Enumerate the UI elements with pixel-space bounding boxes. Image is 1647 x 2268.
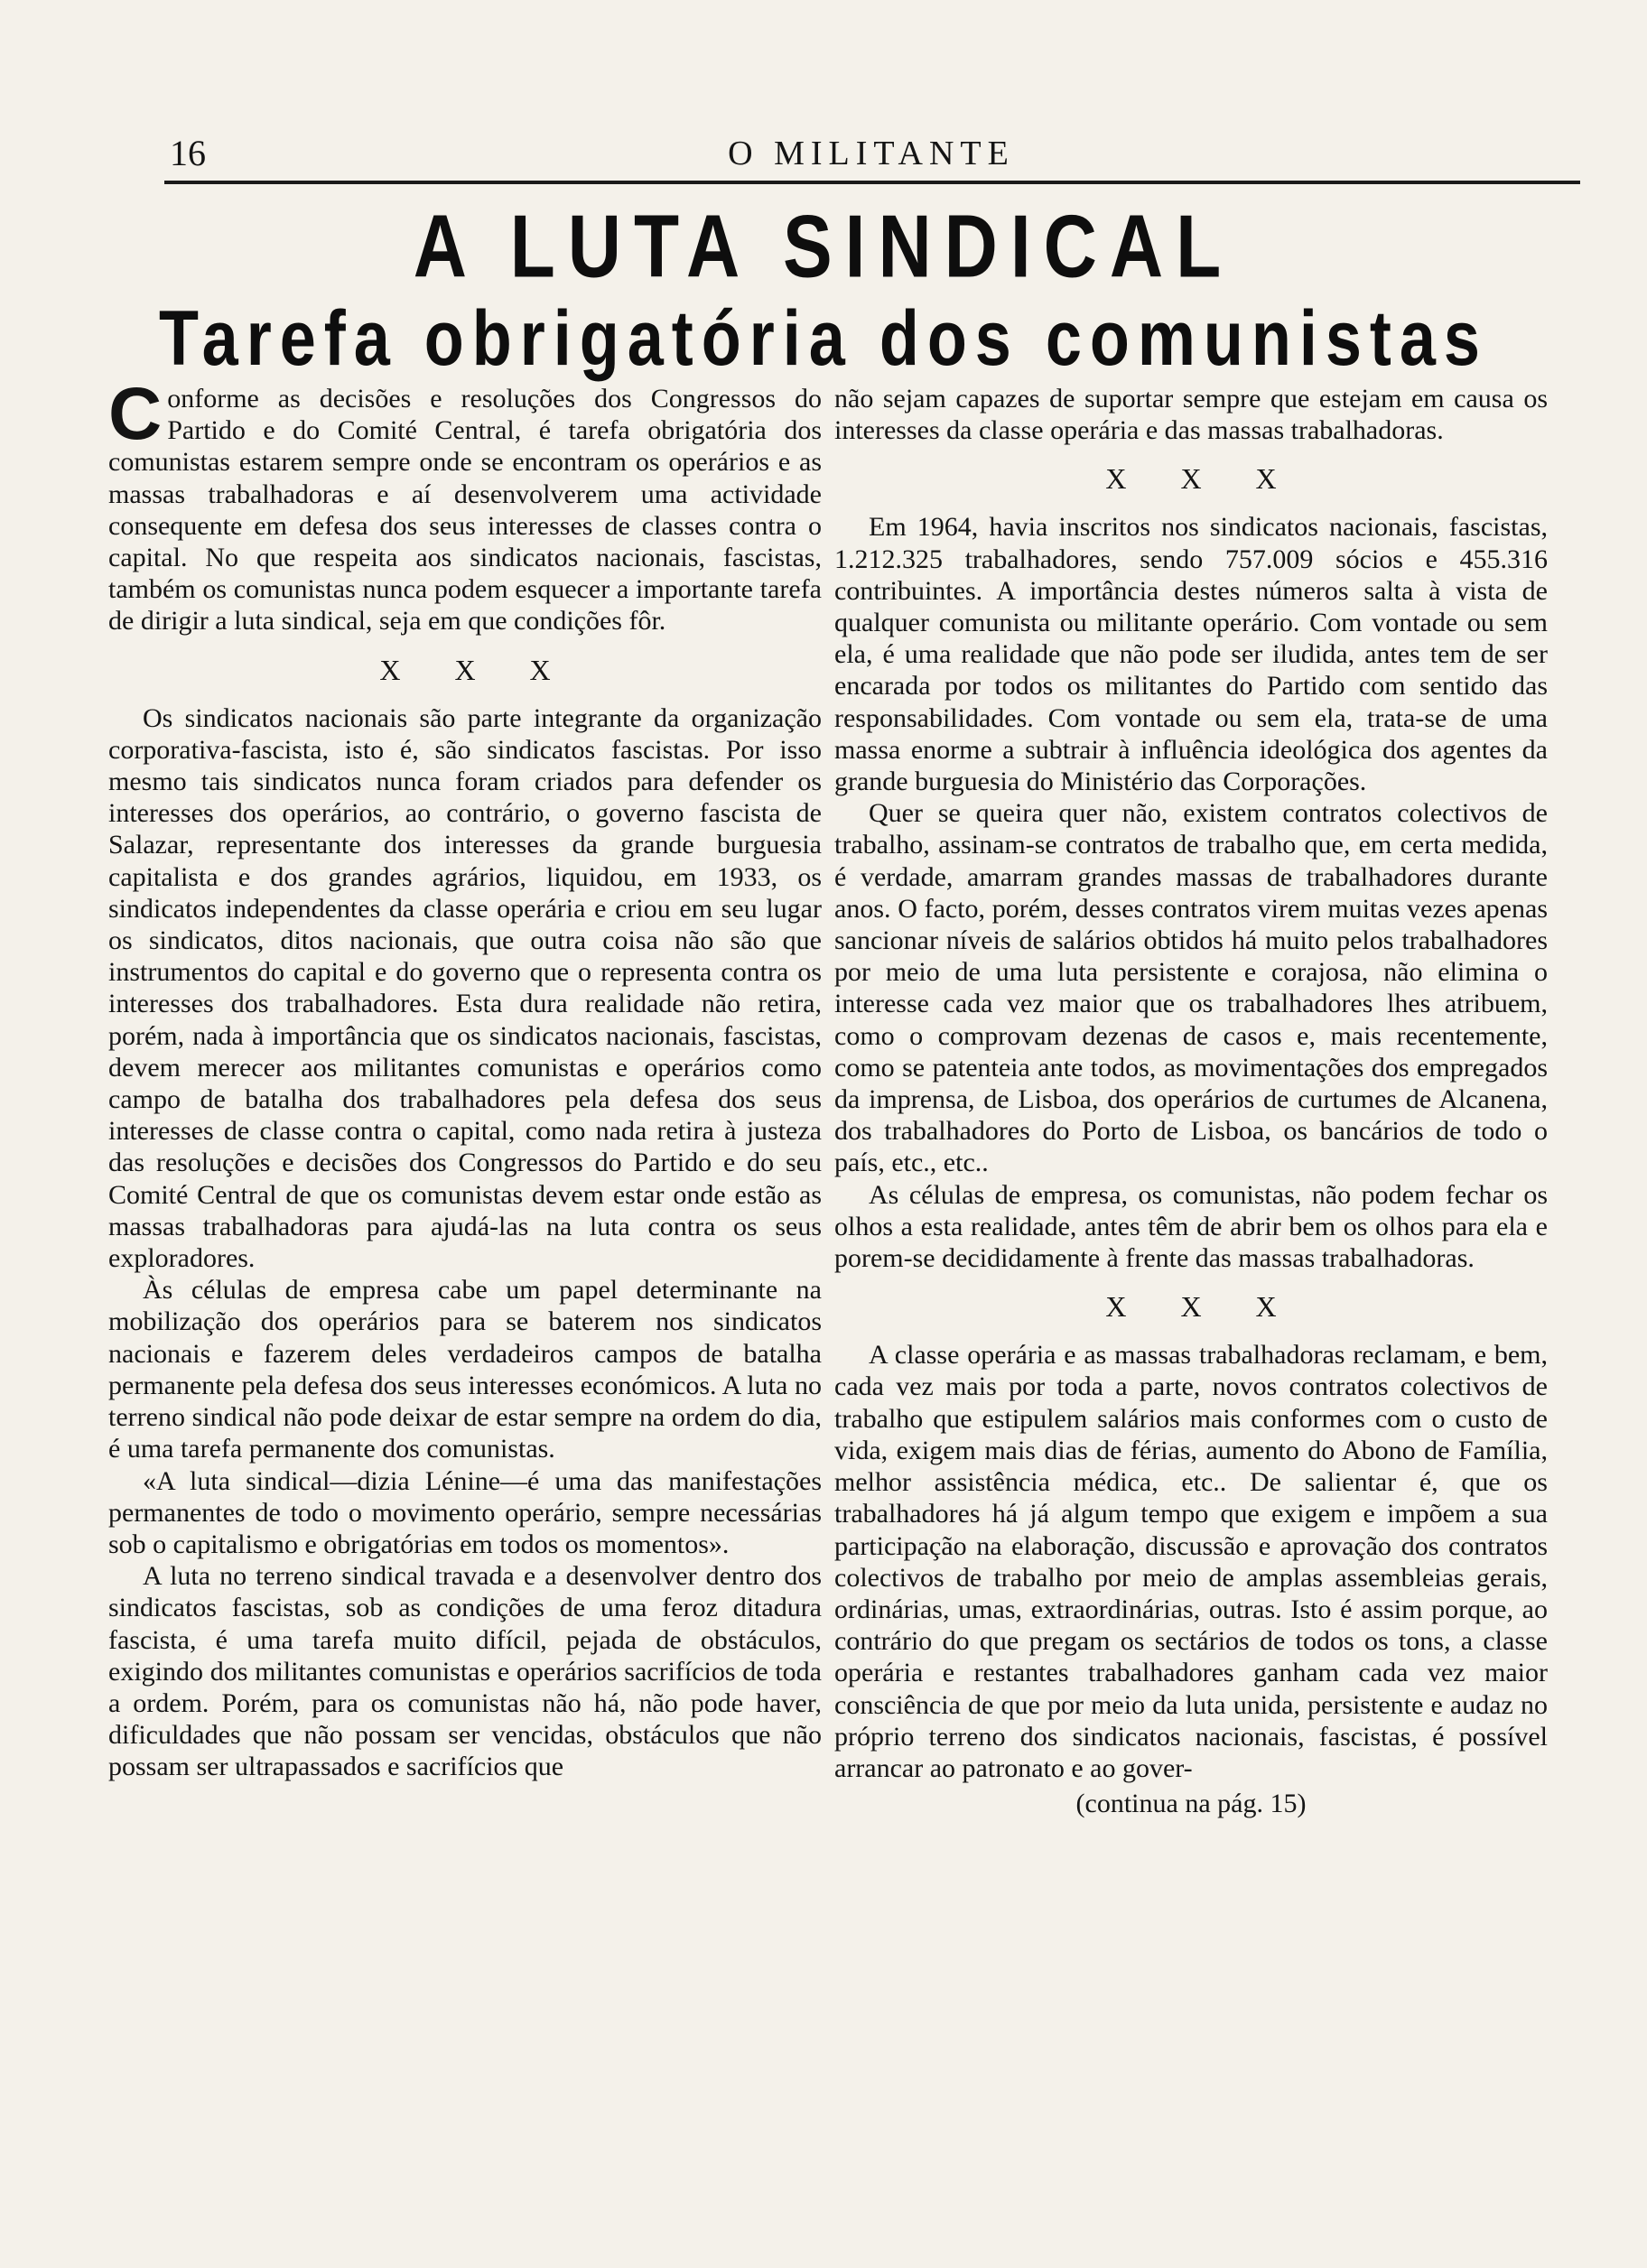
continuation-note: (continua na pág. 15) [1075,1789,1307,1819]
article-subtitle: Tarefa obrigatória dos comunistas [159,295,1488,383]
page-number: 16 [170,133,206,173]
drop-cap: C [108,373,163,455]
paragraph: As células de empresa, os comunistas, não podem fechar os olhos a esta realidade, antes têm de abrir bem os olhos para ela e porem-se decididamente à frente das massas trabalhadoras. [834,1179,1548,1274]
left-column [108,373,822,1783]
section-separator: X X X [1105,1290,1300,1324]
publication-title: O MILITANTE [728,135,1015,172]
paragraph: A classe operária e as massas trabalhadoras reclamam, e bem, cada vez mais por toda a parte, novos contratos colectivos de trabalho que estipulem salários mais conformes com o custo de vida, exigem mais dias de férias, aumento do Abono de Família, melhor assistência médica, etc.. De salientar é, que os trabalhadores há já algum tempo que exigem e impõem a sua participação na elaboração, discussão e aprovação dos contratos colectivos de trabalho por meio de amplas assembleias gerais, ordinárias, umas, extraordinárias, outras. Isto é assim porque, ao contrário do que pregam os sectários de todos os tons, a classe operária e restantes trabalhadores ganham cada vez maior consciência de que por meio da luta unida, persistente e audaz no próprio terreno dos sindicatos nacionais, fascistas, é possível arrancar ao patronato e ao gover- [834,1340,1548,1783]
article-title: A LUTA SINDICAL [413,197,1234,296]
paragraph: Às células de empresa cabe um papel determinante na mobilização dos operários para se baterem nos sindicatos nacionais e fazerem deles verdadeiros campos de batalha permanente pela defesa dos seus interesses económicos. A luta no terreno sindical não pode deixar de estar sempre na ordem do dia, é uma tarefa permanente dos comunistas. [108,1275,822,1464]
running-head [163,131,1580,176]
paragraph: não sejam capazes de suportar sempre que estejam em causa os interesses da classe operária e das massas trabalhadoras. [834,384,1548,446]
paragraph: Em 1964, havia inscritos nos sindicatos nacionais, fascistas, 1.212.325 trabalhadores, sendo 757.009 sócios e 455.316 contribuintes. A importância destes números salta à vista de qualquer comunista ou militante operário. Com vontade ou sem ela, é uma realidade que não pode ser iludida, antes tem de ser encarada por todos os militantes do Partido com sentido das responsabilidades. Com vontade ou sem ela, trata-se de uma massa enorme a subtrair à influência ideológica dos agentes da grande burguesia do Ministério das Corporações. [834,512,1548,797]
header-rule [164,181,1580,184]
paragraph: Os sindicatos nacionais são parte integrante da organização corporativa-fascista, isto é, são sindicatos fascistas. Por isso mesmo tais sindicatos nunca foram criados para defender os interesses dos operários, ao contrário, o governo fascista de Salazar, representante dos interesses da grande burguesia capitalista e dos grandes agrários, liquidou, em 1933, os sindicatos independentes da classe operária e criou em seu lugar os sindicatos, ditos nacionais, que outra coisa não são que instrumentos do capital e do governo que o representa contra os interesses dos trabalhadores. Esta dura realidade não retira, porém, nada à importância que os sindicatos nacionais, fascistas, devem merecer aos militantes comunistas e operários como campo de batalha dos trabalhadores pela defesa dos seus interesses de classe contra o capital, como nada retira à justeza das resoluções e decisões dos Congressos do Partido e do seu Comité Central de que os comunistas devem estar onde estão as massas trabalhadoras para ajudá-las na luta contra os seus exploradores. [108,702,822,1274]
right-column [834,383,1548,1819]
section-separator: X X X [1105,462,1300,496]
paragraph: A luta no terreno sindical travada e a desenvolver dentro dos sindicatos fascistas, sob as condições de uma feroz ditadura fascista, é uma tarefa muito difícil, pejada de obstáculos, exigindo dos militantes comunistas e operários sacrifícios de toda a ordem. Porém, para os comunistas não há, não pode haver, dificuldades que não possam ser vencidas, obstáculos que não possam ser ultrapassados e sacrifícios que [108,1561,822,1782]
paragraph [108,373,822,637]
paragraph: Quer se queira quer não, existem contratos colectivos de trabalho, assinam-se contratos de trabalho que, em certa medida, é verdade, amarram grandes massas de trabalhadores durante anos. O facto, porém, desses contratos virem muitas vezes apenas sancionar níveis de salários obtidos há muito pelos trabalhadores por meio de uma luta persistente e corajosa, não elimina o interesse cada vez maior que os trabalhadores lhes atribuem, como o comprovam dezenas de casos e, mais recentemente, como se patenteia ante todos, as movimentações dos empregados da imprensa, de Lisboa, dos operários de curtumes de Alcanena, dos trabalhadores do Porto de Lisboa, os bancários de todo o país, etc., etc.. [834,798,1548,1178]
quotation-paragraph: «A luta sindical—dizia Lénine—é uma das manifestações permanentes de todo o movimento operário, sempre necessárias sob o capitalismo e obrigatórias em todos os momentos». [108,1465,822,1559]
section-separator: X X X [379,653,574,686]
paragraph-text: onforme as decisões e resoluções dos Congressos do Partido e do Comité Central, é tarefa obrigatória dos comunistas estarem sempre onde se encontram os operários e as massas trabalhadoras e aí desenvolverem uma actividade consequente em defesa dos seus interesses de classes contra o capital. No que respeita aos sindicatos nacionais, fascistas, também os comunistas nunca podem esquecer a importante tarefa de dirigir a luta sindical, seja em que condições fôr. [108,384,822,637]
